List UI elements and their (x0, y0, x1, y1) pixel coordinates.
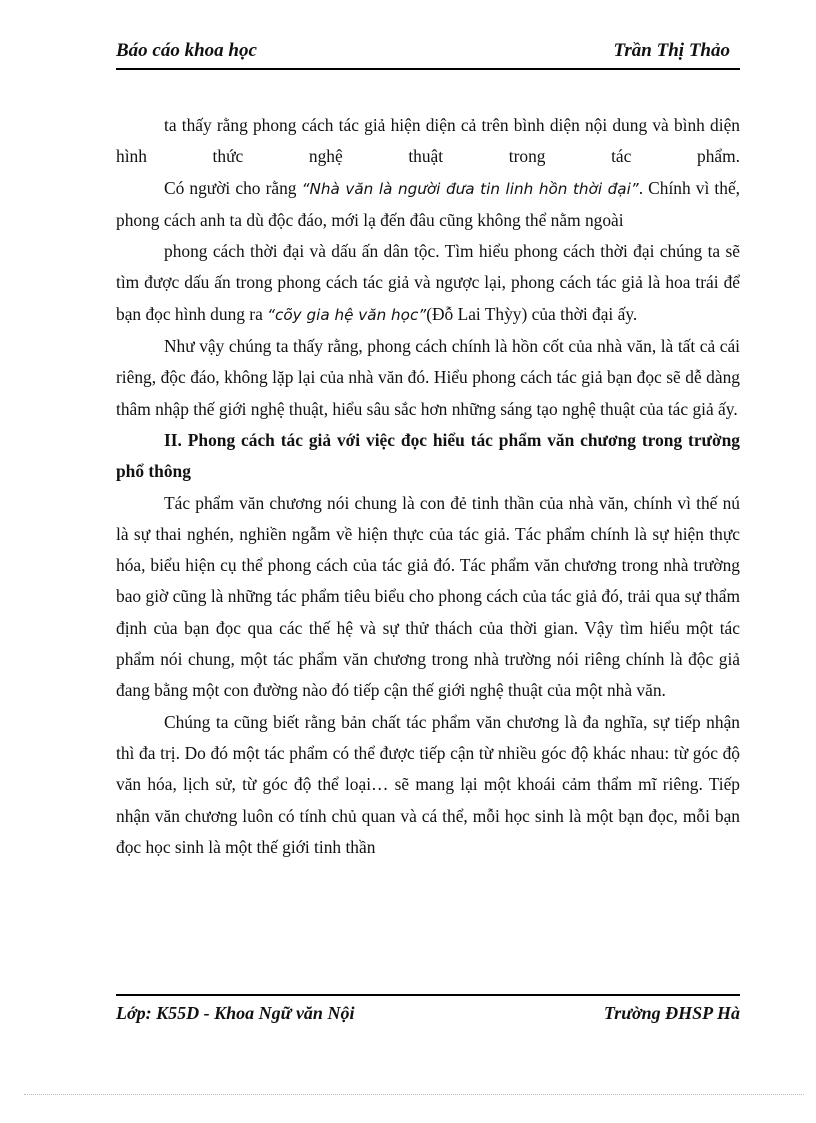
paragraph-5: Tác phẩm văn chương nói chung là con đẻ tinh thần của nhà văn, chính vì thế nú là sự thai nghén, nghiền ngẫm về hiện thực của tác giả. Tác phẩm chính là sự hiện thực hóa, biểu hiện cụ thể phong cách của tác giả đó. Tác phẩm văn chương trong nhà trường bao giờ cũng là những tác phẩm tiêu biểu cho phong cách của tác giả đó, trải qua sự thẩm định của bạn đọc qua các thế hệ và sự thử thách của thời gian. Vậy tìm hiểu một tác phẩm nói chung, một tác phẩm văn chương trong nhà trường nói riêng chính là độc giả đang bằng một con đường nào đó tiếp cận thế giới nghệ thuật của một nhà văn. (116, 492, 740, 701)
page-bottom-divider (24, 1094, 804, 1095)
page-footer (116, 994, 740, 1026)
page-body (116, 110, 740, 863)
paragraph-2: Có người cho rằng “Nhà văn là người đưa tin linh hồn thời đại”. Chính vì thế, phong cách anh ta dù độc đáo, mới lạ đến đâu cũng không thể nằm ngoài (116, 177, 741, 230)
section-heading-ii: II. Phong cách tác giả với việc đọc hiểu tác phẩm văn chương trong trường phổ thông (116, 429, 740, 482)
paragraph-3: phong cách thời đại và dấu ấn dân tộc. Tìm hiểu phong cách thời đại chúng ta sẽ tìm được dấu ấn trong phong cách tác giả và ngược lại, phong cách tác giả là hoa trái để bạn đọc hình dung ra “cõy gia hệ văn học”(Đỗ Lai Thỳy) của thời đại ấy. (116, 241, 740, 324)
paragraph-1: ta thấy rằng phong cách tác giả hiện diện cả trên bình diện nội dung và bình diện hình thức nghệ thuật trong tác phẩm. (116, 115, 740, 167)
footer-class-info: Lớp: K55D - Khoa Ngữ văn Nội (116, 1003, 355, 1023)
header-report-title: Báo cáo khoa học (116, 40, 257, 61)
paragraph-4: Như vậy chúng ta thấy rằng, phong cách chính là hồn cốt của nhà văn, là tất cả cái riêng, độc đáo, không lặp lại của nhà văn đó. Hiểu phong cách tác giả bạn đọc sẽ dễ dàng thâm nhập thế giới nghệ thuật, hiểu sâu sắc hơn những sáng tạo nghệ thuật của tác giả ấy. (116, 336, 740, 419)
page-header (116, 36, 740, 70)
header-author-name: Trần Thị Thảo (613, 40, 730, 61)
quote-literary-family-tree: “cõy gia hệ văn học” (267, 305, 427, 324)
quote-author-messenger: “Nhà văn là người đưa tin linh hồn thời đại” (301, 179, 639, 198)
footer-university: Trường ĐHSP Hà (603, 1003, 740, 1023)
paragraph-6: Chúng ta cũng biết rằng bản chất tác phẩm văn chương là đa nghĩa, sự tiếp nhận thì đa trị. Do đó một tác phẩm có thể được tiếp cận từ nhiều góc độ khác nhau: từ góc độ văn hóa, lịch sử, từ góc độ thể loại… sẽ mang lại một khoái cảm thẩm mĩ riêng. Tiếp nhận văn chương luôn có tính chủ quan và cá thể, mỗi học sinh là một bạn đọc, mỗi bạn đọc học sinh là một thế giới tinh thần (116, 711, 740, 857)
